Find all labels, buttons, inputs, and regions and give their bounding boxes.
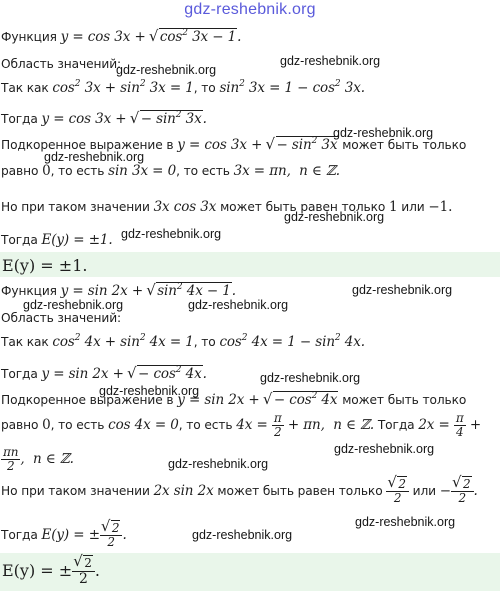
p1-but-line [1, 199, 452, 215]
p1-radicand-formula: y = cos 3x + √ − $\sin^2 3x$ [177, 137, 338, 153]
p1-radicand-label: Подкоренное выражение в [1, 138, 174, 152]
p1-sin-formula: $\sin^2 3x = 1 - \cos^2 3x$. [219, 79, 365, 96]
p1-then-label: , то [193, 81, 216, 95]
p2-then-prefix: Тогда [1, 367, 38, 381]
p2-answer-prefix: E(y) = ± [2, 561, 73, 580]
p2-radicand-formula: y = sin 2x + √ − $\cos^2 4x$ [177, 392, 338, 408]
p1-product-formula: 3x cos 3x [153, 199, 217, 215]
p2-cos-formula: $\cos^2 4x = 1 - \sin^2 4x$. [219, 333, 365, 350]
watermark: gdz-reshebnik.org [334, 442, 435, 456]
p2-identity-formula: $\cos^2 4x + \sin^2 4x = 1$ [52, 333, 194, 350]
p1-but-label: Но при таком значении [1, 200, 150, 214]
watermark: gdz-reshebnik.org [99, 384, 200, 398]
p1-minus-one: −1. [428, 199, 453, 215]
p2-function-formula: y = sin 2x + √ $\sin^2 4x - 1$. [61, 283, 236, 299]
p2-radicand-tail: может быть только [342, 393, 467, 407]
p1-function-formula: y = cos 3x + √ $\cos^2 3x - 1$. [61, 29, 242, 45]
p2-simplified-formula: y = sin 2x + √ − $\cos^2 4x$. [41, 366, 206, 382]
p2-then-e-label: Тогда [1, 528, 38, 542]
p2-range-label: Область значений: [1, 311, 122, 325]
p1-function-label: Функция [1, 30, 57, 44]
watermark: gdz-reshebnik.org [44, 150, 145, 164]
header-watermark: gdz-reshebnik.org [184, 1, 316, 18]
p1-since-line [1, 80, 365, 96]
watermark: gdz-reshebnik.org [116, 63, 217, 77]
watermark: gdz-reshebnik.org [188, 298, 289, 312]
p1-sin-zero-formula: sin 3x = 0 [108, 163, 177, 179]
p2-since-label: Так как [1, 335, 49, 349]
p1-function-line [1, 29, 241, 45]
p2-then-e-line [1, 522, 127, 549]
p1-thatis-1: , то есть [50, 164, 105, 178]
p2-but-label: Но при таком значении [1, 484, 150, 498]
p1-equal-only: может быть равен только [220, 200, 386, 214]
p1-simplified-formula: y = cos 3x + √ − $\sin^2 3x$. [41, 111, 206, 127]
watermark: gdz-reshebnik.org [23, 298, 124, 312]
watermark: gdz-reshebnik.org [284, 210, 385, 224]
p2-equal-line [1, 412, 481, 439]
p1-then-e-line [1, 232, 113, 248]
p2-cos-zero-formula: cos 4x = 0 [108, 417, 179, 433]
p2-then-line [1, 366, 207, 382]
p2-2x-formula: 2x = $\frac{\pi}{4}$ + [418, 411, 482, 439]
p2-solution-formula: 4x = $\frac{\pi}{2}$ + πn, n ∈ ℤ. [236, 411, 375, 439]
p1-since-label: Так как [1, 81, 49, 95]
watermark: gdz-reshebnik.org [280, 54, 381, 68]
p2-radicand-label: Подкоренное выражение в [1, 393, 174, 407]
p1-radicand-tail: может быть только [342, 138, 467, 152]
p2-equal-only: может быть равен только [217, 484, 383, 498]
watermark: gdz-reshebnik.org [168, 457, 269, 471]
p1-then-prefix: Тогда [1, 112, 38, 126]
watermark: gdz-reshebnik.org [121, 227, 222, 241]
p1-then-e-formula: E(y) = ±1. [41, 232, 113, 248]
p1-zero: 0 [42, 163, 51, 179]
p2-equal-label: равно [1, 418, 39, 432]
p2-pos-value: √ $\frac{2}{2}$ [386, 483, 409, 499]
p1-equal-label: равно [1, 164, 39, 178]
p1-equal-line [1, 163, 340, 179]
watermark: gdz-reshebnik.org [333, 126, 434, 140]
p2-since-line [1, 334, 365, 350]
p2-then-2x-label: Тогда [377, 418, 415, 432]
p2-pin-line [1, 446, 74, 473]
p1-one: 1 [389, 199, 398, 215]
p1-identity-formula: $\cos^2 3x + \sin^2 3x = 1$ [52, 79, 194, 96]
p2-function-line [1, 283, 236, 299]
p1-thatis-2: , то есть [176, 164, 230, 178]
p2-radicand-line [1, 392, 466, 408]
watermark: gdz-reshebnik.org [352, 283, 453, 297]
p1-solution-formula: 3x = πn, n ∈ ℤ. [233, 163, 340, 179]
p2-product-formula: 2x sin 2x [153, 483, 214, 499]
watermark: gdz-reshebnik.org [355, 515, 456, 529]
p1-then-line [1, 111, 207, 127]
p2-but-line [1, 478, 478, 505]
p2-function-label: Функция [1, 284, 57, 298]
p1-range-label: Область значений: [1, 57, 122, 71]
p2-pin-formula: $\frac{\pi n}{2}$ , n ∈ ℤ. [3, 445, 74, 473]
p1-then-e-label: Тогда [1, 233, 38, 247]
p1-or: или [401, 200, 425, 214]
p1-answer: E(y) = ±1. [2, 256, 88, 275]
p2-thatis-1: , то есть [50, 418, 105, 432]
p2-thatis-2: , то есть [178, 418, 233, 432]
watermark: gdz-reshebnik.org [260, 371, 361, 385]
p2-or: или [412, 484, 436, 498]
p2-then-label: , то [193, 335, 216, 349]
p2-answer: E(y) = ± √ $\frac{2}{2}$ . [2, 556, 100, 587]
p2-neg-value: − √ $\frac{2}{2}$ . [440, 483, 478, 499]
p2-then-e-formula: E(y) = ± √ $\frac{2}{2}$ . [41, 527, 126, 543]
watermark: gdz-reshebnik.org [192, 528, 293, 542]
p2-zero: 0 [42, 417, 51, 433]
